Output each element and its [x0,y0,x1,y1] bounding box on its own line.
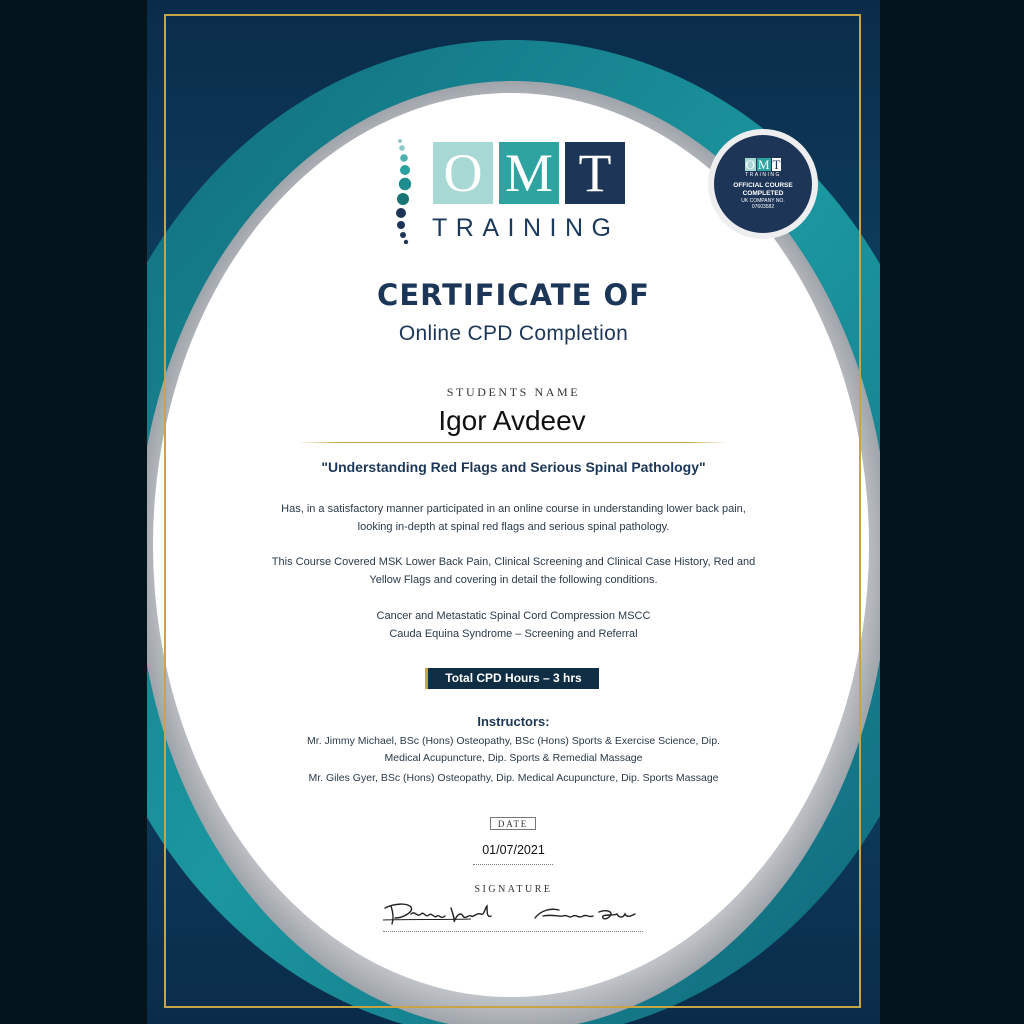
spine-dots-icon [393,138,417,248]
instructor-1-line-2: Medical Acupuncture, Dip. Sports & Remedial Massage [384,752,643,764]
signature-underline [383,931,643,932]
coverage-line-2: Yellow Flags and covering in detail the following conditions. [369,574,658,586]
cpd-hours-badge: Total CPD Hours – 3 hrs [425,668,599,689]
student-name: Igor Avdeev [438,405,586,436]
description-line-2: looking in-depth at spinal red flags and serious spinal pathology. [357,521,670,533]
badge-letter-m: M [757,157,770,172]
condition-item: Cauda Equina Syndrome – Screening and Referral [389,628,638,640]
name-underline [297,442,729,443]
badge-training: TRAINING [745,172,781,178]
course-title: "Understanding Red Flags and Serious Spinal Pathology" [321,459,706,475]
badge-letter-t: T [772,157,781,172]
students-name-label: STUDENTS NAME [446,385,581,399]
logo-letter-m: M [499,142,559,204]
logo-wordmark: TRAINING [432,214,620,242]
description-line-1: Has, in a satisfactory manner participated in an online course in understanding lower back pain, [281,503,746,515]
signature-giles-gyer [529,902,643,928]
conditions-list [147,607,880,643]
signature-label: SIGNATURE [474,884,553,895]
official-course-badge [708,129,818,239]
instructor-2: Mr. Giles Gyer, BSc (Hons) Osteopathy, Dip. Medical Acupuncture, Dip. Sports Massage [308,772,719,784]
certificate-subtitle: Online CPD Completion [398,322,629,345]
date-value: 01/07/2021 [482,843,545,857]
course-description [147,500,880,536]
date-underline [473,864,553,865]
logo-letter-t: T [565,142,625,204]
signature-jimmy-michael [381,898,499,928]
instructors-heading: Instructors: [477,714,550,729]
badge-main-line-1: OFFICIAL COURSE [733,182,793,189]
badge-logo [744,158,782,171]
condition-item: Cancer and Metastatic Spinal Cord Compression MSCC [376,610,651,622]
coverage-line-1: This Course Covered MSK Lower Back Pain, Clinical Screening and Clinical Case History, Red and [271,556,756,568]
instructor-1 [147,733,880,767]
badge-letter-o: O [745,157,755,172]
date-label: DATE [490,817,536,830]
certificate-title: CERTIFICATE OF [377,278,650,312]
badge-company-number: 07603582 [751,204,775,210]
certificate [147,0,880,1024]
logo-letter-o: O [433,142,493,204]
course-coverage [147,553,880,589]
badge-company-label: UK COMPANY NO. [741,198,785,204]
badge-main-line-2: COMPLETED [742,189,784,197]
instructor-1-line-1: Mr. Jimmy Michael, BSc (Hons) Osteopathy, BSc (Hons) Sports & Exercise Science, Dip. [307,735,720,747]
